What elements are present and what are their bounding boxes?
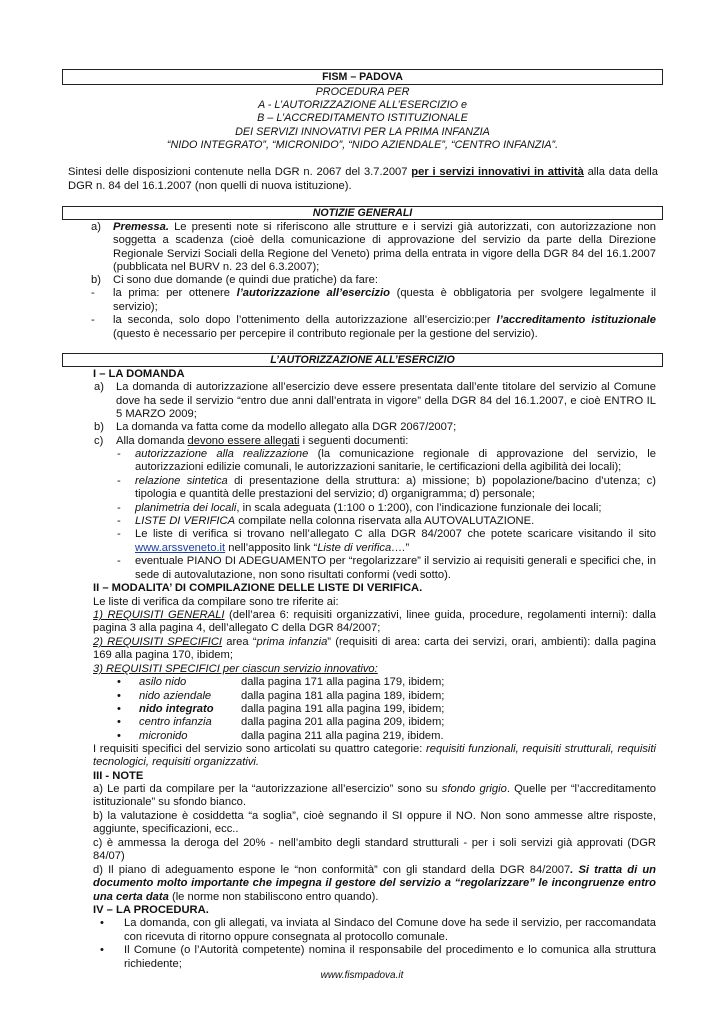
text-run: ” <box>405 541 410 554</box>
heading-modalita: II – MODALITA’ DI COMPILAZIONE DELLE LISTE DI VERIFICA. <box>93 582 423 595</box>
notizie-dash-item <box>0 314 724 341</box>
subsection-heading <box>0 368 724 381</box>
domanda-item-b-text: La domanda va fatta come da modello allegato alla DGR 2067/2007; <box>116 421 457 434</box>
attachment-text <box>135 515 534 528</box>
text-italic: 2) REQUISITI SPECIFICI <box>93 636 223 649</box>
dash-item-text <box>113 314 656 341</box>
text-run: Le liste di verifica si trovano nell’allegato C alla DGR 84/2007 che potete scaricare visitando il sito <box>135 528 656 541</box>
note-item <box>0 810 724 837</box>
text-emphasis: l’autorizzazione all’esercizio <box>236 287 390 300</box>
section-heading-autorizzazione: L’AUTORIZZAZIONE ALL’ESERCIZIO <box>62 353 663 367</box>
requirement-text <box>93 609 656 636</box>
domanda-item-a-text: La domanda di autorizzazione all’esercizio deve essere presentata dall’ente titolare del servizio al Comune dove ha sede il servizio “entro due anni dall’entrata in vigore” della DGR 84 del 16.1.2007, e cioè ENTRO IL 5 MARZO 2009; <box>116 381 656 420</box>
text-run: area “ <box>222 636 257 649</box>
text-run: (dell’area 6: requisiti organizzativi, linee guida, procedure, regolamenti interni): dalla pagina 3 alla pagina 4, dell’allegato C della DGR 84/2007; <box>93 609 656 635</box>
service-item <box>0 676 724 689</box>
text-run: i seguenti documenti: <box>299 434 409 447</box>
domanda-item-a <box>0 381 724 421</box>
text-underlined: ciascun servizio <box>242 663 322 676</box>
service-name: centro infanzia <box>139 716 212 729</box>
text-run: I requisiti specifici del servizio sono articolati su quattro categorie: <box>93 742 427 755</box>
heading-procedura: IV – LA PROCEDURA. <box>93 904 209 917</box>
subsection-heading <box>0 770 724 783</box>
service-pages: dalla pagina 191 alla pagina 199, ibidem; <box>241 702 445 715</box>
arssveneto-link[interactable]: www.arssveneto.it <box>135 541 226 554</box>
bullet: • <box>100 917 104 930</box>
text-run: Le liste di verifica da compilare sono tre riferite ai: <box>93 595 339 608</box>
text-underlined: innovativo: <box>321 663 378 676</box>
text-run: . Quelle per “l’accreditamento istituzionale” su sfondo bianco. <box>93 783 656 809</box>
note-item <box>0 837 724 864</box>
service-item <box>0 703 724 716</box>
procedure-line: B – L’ACCREDITAMENTO ISTITUZIONALE <box>257 112 468 125</box>
text-emphasis: . Si tratta di un documento molto importante che impegna il gestore del servizio a “regolarizzare” le incongruenze entro una certa data <box>93 864 656 903</box>
attachment-text <box>135 475 656 502</box>
service-item <box>0 716 724 729</box>
attachment-item <box>0 555 724 582</box>
list-marker: - <box>117 501 121 514</box>
bullet: • <box>117 689 121 702</box>
procedure-text: Il Comune (o l’Autorità competente) nomina il responsabile del procedimento e lo comunica alla struttura richiedente; <box>124 944 656 970</box>
attachment-item <box>0 475 724 502</box>
attachment-item <box>0 502 724 515</box>
note-item <box>0 783 724 810</box>
text-run: (questo è necessario per percepire il contributo regionale per la gestione del servizio). <box>113 327 538 340</box>
text-underlined: devono essere allegati <box>187 434 300 447</box>
bullet: • <box>117 729 121 742</box>
text-underlined: 3) REQUISITI SPECIFICI per <box>93 663 243 676</box>
section-heading-notizie: NOTIZIE GENERALI <box>62 206 663 220</box>
note-item <box>0 864 724 904</box>
text-italic: LISTE DI VERIFICA <box>135 515 236 528</box>
service-pages: dalla pagina 211 alla pagina 219, ibidem. <box>241 729 444 742</box>
notizie-item-b-text: Ci sono due domande (e quindi due pratiche) da fare: <box>113 274 378 286</box>
attachment-item <box>0 515 724 528</box>
premessa-label: Premessa. <box>113 221 169 233</box>
procedure-line: “NIDO INTEGRATO”, “MICRONIDO”, “NIDO AZIENDALE”, “CENTRO INFANZIA”. <box>166 138 559 151</box>
summary-text-end: alla data della DGR n. 84 del 16.1.2007 (non quelli di nuova istituzione). <box>68 166 658 192</box>
list-marker: - <box>91 314 95 327</box>
heading-la-domanda: I – LA DOMANDA <box>93 368 185 380</box>
text-emphasis: l’accreditamento istituzionale <box>496 314 656 327</box>
notizie-section <box>0 221 724 341</box>
text-run: ” (requisiti di area: carta dei servizi, orari, ambienti): dalla pagina 169 alla pagina 170, ibidem; <box>93 636 656 662</box>
attachment-item <box>0 528 724 555</box>
notizie-item-b <box>0 274 724 287</box>
text-italic: sfondo grigio <box>441 783 507 796</box>
text-run: la prima: per ottenere <box>113 287 237 300</box>
text-run: (la comunicazione regionale di approvazione del servizio, le autorizzazioni edilizie comunali, le autorizzazioni sanitarie, le certificazioni della agibilità dei locali); <box>135 447 656 474</box>
text-italic: planimetria dei locali <box>135 501 237 514</box>
text-italic: requisiti funzionali, requisiti strutturali, requisiti tecnologici, requisiti organizzativi. <box>93 742 657 769</box>
document-title: FISM – PADOVA <box>62 69 663 85</box>
heading-note: III - NOTE <box>93 769 144 782</box>
attachment-text: eventuale PIANO DI ADEGUAMENTO per “regolarizzare” il servizio ai requisiti generali e specifici che, in sede di autovalutazione, non sono risultati conformi (vedi sotto). <box>135 555 656 581</box>
text-run: di presentazione della struttura: a) missione; b) popolazione/bacino d’utenza; c) tipologia e quantità delle prestazioni del servizio; d) organigramma; d) personale; <box>135 474 656 501</box>
list-marker: c) <box>94 434 104 447</box>
domanda-item-b <box>0 421 724 434</box>
text-run: (le norme non stabiliscono entro quando). <box>168 890 379 903</box>
notizie-dash-item <box>0 287 724 314</box>
bullet: • <box>117 676 121 689</box>
service-name: asilo nido <box>139 676 187 689</box>
requirement-item <box>0 609 724 636</box>
notizie-item-a <box>0 221 724 274</box>
text-italic: autorizzazione alla realizzazione <box>135 447 309 460</box>
requirement-text <box>93 663 378 676</box>
attachment-item <box>0 448 724 475</box>
procedure-line: A - L’AUTORIZZAZIONE ALL’ESERCIZIO e <box>258 99 467 112</box>
service-pages: dalla pagina 201 alla pagina 209, ibidem; <box>241 716 445 729</box>
list-marker: - <box>117 515 121 528</box>
text-italic: 1) REQUISITI GENERALI <box>93 609 225 622</box>
service-item <box>0 690 724 703</box>
categories-paragraph <box>0 743 724 770</box>
procedure-item <box>0 944 724 971</box>
note-text <box>93 864 656 904</box>
procedure-line: DEI SERVIZI INNOVATIVI PER LA PRIMA INFANZIA <box>235 125 490 138</box>
premessa-text: Le presenti note si riferiscono alle strutture e i servizi già autorizzati, con autorizzazione non soggetta a scadenza (cioè della comunicazione di approvazione del servizio da parte della Direzione Regionale Servizi Sociali della Regione del Veneto) prima della entrata in vigore della DGR 84 del 16.1.2007 (pubblicata nel BURV n. 23 del 6.3.2007); <box>113 221 656 273</box>
attachment-text <box>135 502 601 515</box>
list-marker: a) <box>94 381 104 394</box>
note-text: c) è ammessa la deroga del 20% - nell’ambito degli standard strutturali - per i soli servizi già approvati (DGR 84/07) <box>93 837 656 863</box>
list-marker: - <box>117 528 121 541</box>
requirement-item <box>0 663 724 676</box>
notizie-item-a-text <box>113 221 656 274</box>
list-marker: - <box>117 555 121 568</box>
autorizzazione-section <box>0 368 724 971</box>
text-run: d) Il piano di adeguamento espone le “non conformità” con gli standard della DGR 84/2007 <box>93 864 571 877</box>
procedure-item <box>0 917 724 944</box>
bullet: • <box>100 944 104 957</box>
procedure-line: PROCEDURA PER <box>315 86 410 98</box>
subsection-heading <box>0 582 724 595</box>
dash-item-text <box>113 287 656 314</box>
bullet: • <box>117 702 121 715</box>
service-item <box>0 730 724 743</box>
text-run: (questa è obbligatoria per svolgere legalmente il servizio); <box>113 287 657 313</box>
intro-line <box>0 596 724 609</box>
text-italic: Liste di verifica…. <box>317 541 406 554</box>
summary-paragraph <box>68 166 658 193</box>
categories-text <box>93 743 656 770</box>
text-run: , in scala adeguata (1:100 o 1:200), con l’indicazione funzionale dei locali; <box>236 501 602 514</box>
attachment-text <box>135 528 656 555</box>
attachment-text <box>135 448 656 475</box>
list-marker: - <box>117 447 121 460</box>
list-marker: a) <box>91 221 101 233</box>
service-pages: dalla pagina 171 alla pagina 179, ibidem; <box>241 676 445 689</box>
domanda-item-c-text <box>116 435 408 448</box>
summary-text: Sintesi delle disposizioni contenute nella DGR n. 2067 del 3.7.2007 <box>68 166 412 178</box>
procedure-text: La domanda, con gli allegati, va inviata al Sindaco del Comune dove ha sede il servizio, per raccomandata con ricevuta di ritorno oppure consegnata al protocollo comunale. <box>124 917 656 943</box>
procedure-heading <box>62 86 663 152</box>
requirement-item <box>0 636 724 663</box>
service-name: nido aziendale <box>139 689 212 702</box>
text-run: a) Le parti da compilare per la “autorizzazione all’esercizio” sono su <box>93 783 442 796</box>
domanda-item-c <box>0 435 724 448</box>
service-name: micronido <box>139 729 188 742</box>
text-run: Alla domanda <box>116 434 188 447</box>
list-marker: b) <box>94 421 104 434</box>
text-run: compilate nella colonna riservata alla AUTOVALUTAZIONE. <box>235 515 535 528</box>
footer-url[interactable]: www.fismpadova.it <box>320 970 404 981</box>
list-marker: - <box>117 474 121 487</box>
note-text <box>93 783 656 810</box>
requirement-text <box>93 636 656 663</box>
subsection-heading <box>0 904 724 917</box>
text-italic: relazione sintetica <box>135 474 228 487</box>
note-text: b) la valutazione è cosiddetta “a soglia”, cioè segnando il SI oppure il NO. Non sono ammesse altre risposte, aggiunte, specificazioni, ecc.. <box>93 810 656 836</box>
bullet: • <box>117 716 121 729</box>
text-italic: prima infanzia <box>256 636 328 649</box>
list-marker: b) <box>91 274 101 286</box>
list-marker: - <box>91 287 95 300</box>
service-name: nido integrato <box>139 702 214 715</box>
summary-emphasis: per i servizi innovativi in attività <box>411 166 584 178</box>
text-run: nell’apposito link “ <box>225 541 318 554</box>
text-run: la seconda, solo dopo l’ottenimento della autorizzazione all’esercizio:per <box>113 314 497 327</box>
service-pages: dalla pagina 181 alla pagina 189, ibidem; <box>241 689 445 702</box>
